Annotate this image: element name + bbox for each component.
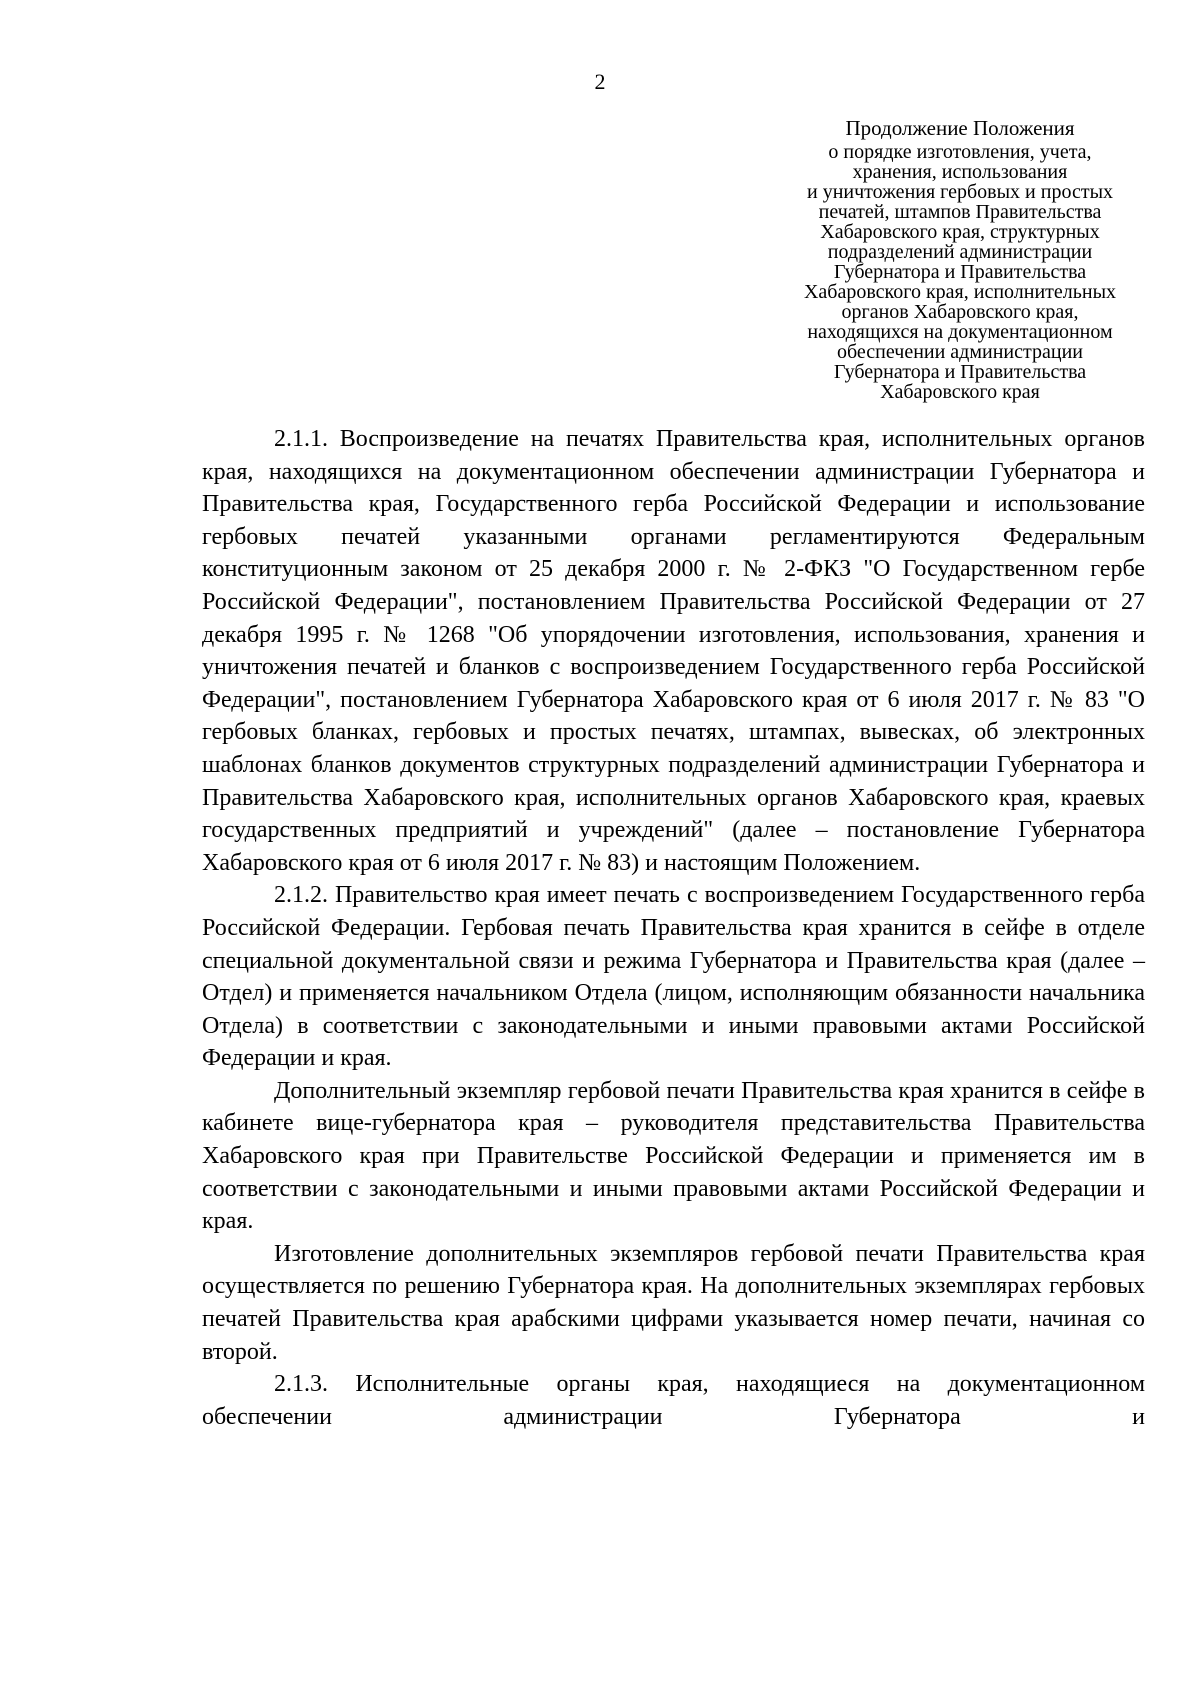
document-body [202,423,1145,1433]
header-line: Губернатора и Правительства [833,361,1087,383]
header-line: хранения, использования [852,161,1068,183]
header-line: органов Хабаровского края, [841,301,1079,323]
header-line: находящихся на документационном [807,321,1113,343]
header-line: Хабаровского края [880,381,1040,403]
paragraph-2-1-3: 2.1.3. Исполнительные органы края, находящиеся на документационном обеспечении администрации Губернатора и [202,1371,1145,1430]
header-line: Хабаровского края, исполнительных [803,281,1117,303]
paragraph-2-1-2: 2.1.2. Правительство края имеет печать с воспроизведением Государственного герба Российской Федерации. Гербовая печать Правительства края хранится в сейфе в отделе специальной документальной связи и режима Губернатора и Правительства края (далее – Отдел) и применяется начальником Отдела (лицом, исполняющим обязанности начальника Отдела) в соответствии с законодательными и иными правовыми актами Российской Федерации и края. [202,882,1145,1072]
paragraph-seal-production: Изготовление дополнительных экземпляров гербовой печати Правительства края осуществляется по решению Губернатора края. На дополнительных экземплярах гербовых печатей Правительства края арабскими цифрами указывается номер печати, начиная со второй. [202,1240,1145,1365]
header-line: обеспечении администрации [837,341,1083,363]
document-header [740,116,1180,402]
header-line: о порядке изготовления, учета, [828,141,1092,163]
header-line: печатей, штампов Правительства [818,201,1102,223]
header-line: подразделений администрации [827,241,1093,263]
header-line: и уничтожения гербовых и простых [806,181,1113,203]
page-number: 2 [594,69,606,94]
header-subtitle [740,142,1180,402]
paragraph-additional-seal: Дополнительный экземпляр гербовой печати Правительства края хранится в сейфе в кабинете вице-губернатора края – руководителя представительства Правительства Хабаровского края при Правительстве Российской Федерации и применяется им в соответствии с законодательными и иными правовыми актами Российской Федерации и края. [202,1077,1145,1235]
header-line: Хабаровского края, структурных [820,221,1100,243]
paragraph-2-1-1: 2.1.1. Воспроизведение на печатях Правительства края, исполнительных органов края, находящихся на документационном обеспечении администрации Губернатора и Правительства края, Государственного герба Российской Федерации и использование гербовых печатей указанными органами регламентируются Федеральным конституционным законом от 25 декабря 2000 г. № 2-ФКЗ "О Государственном гербе Российской Федерации", постановлением Правительства Российской Федерации от 27 декабря 1995 г. № 1268 "Об упорядочении изготовления, использования, хранения и уничтожения печатей и бланков с воспроизведением Государственного герба Российской Федерации", постановлением Губернатора Хабаровского края от 6 июля 2017 г. № 83 "О гербовых бланках, гербовых и простых печатях, штампах, вывесках, об электронных шаблонах бланков документов структурных подразделений администрации Губернатора и Правительства Хабаровского края, исполнительных органов Хабаровского края, краевых государственных предприятий и учреждений" (далее – постановление Губернатора Хабаровского края от 6 июля 2017 г. № 83) и настоящим Положением. [202,426,1145,876]
header-title: Продолжение Положения [845,116,1075,140]
header-line: Губернатора и Правительства [833,261,1087,283]
